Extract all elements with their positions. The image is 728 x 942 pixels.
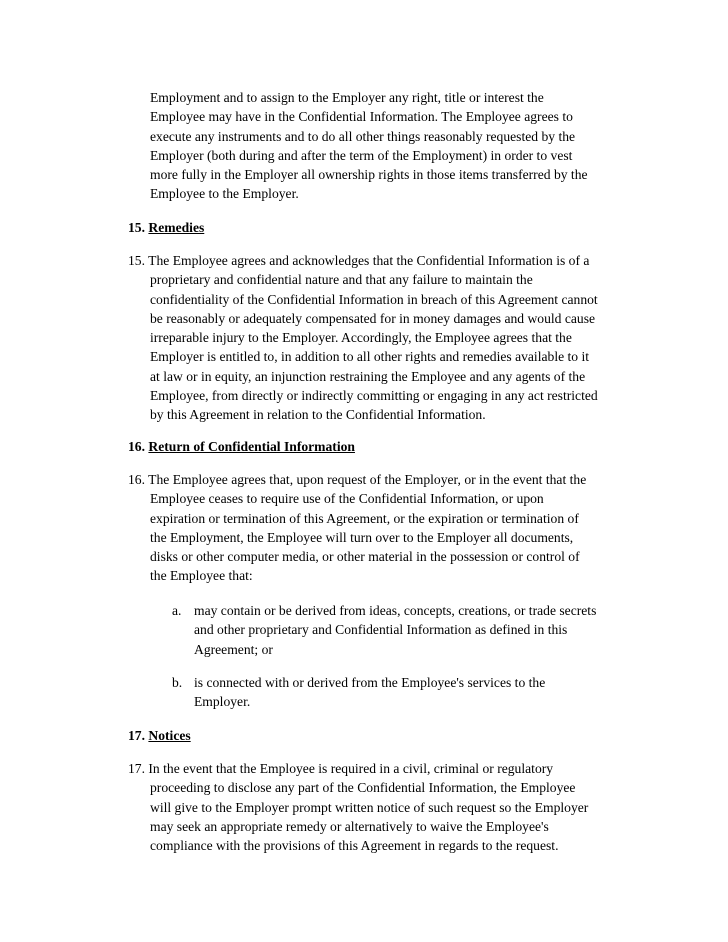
- list-item-line: Employer.: [194, 694, 251, 710]
- paragraph-line: Employer (both during and after the term of the Employment) in order to vest: [150, 147, 573, 163]
- section-16-paragraph: [128, 470, 628, 586]
- paragraph-line: the Employment, the Employee will turn over to the Employer all documents,: [150, 529, 574, 545]
- paragraph-line: expiration or termination of this Agreement, or the expiration or termination of: [150, 510, 579, 526]
- paragraph-line: Employment and to assign to the Employer any right, title or interest the: [150, 90, 544, 105]
- paragraph-line: 15. The Employee agrees and acknowledges that the Confidential Information is of a: [128, 253, 590, 268]
- list-item-text: [194, 601, 632, 659]
- paragraph-line: proprietary and confidential nature and that any failure to maintain the: [150, 272, 533, 288]
- paragraph-line: 16. The Employee agrees that, upon request of the Employer, or in the event that the: [128, 472, 587, 487]
- paragraph-line: by this Agreement in relation to the Confidential Information.: [150, 407, 486, 422]
- paragraph-line: disks or other computer media, or other material in the possession or control of: [150, 549, 580, 564]
- list-marker: a.: [172, 603, 182, 618]
- section-title: Notices: [148, 728, 191, 743]
- paragraph-line: 17. In the event that the Employee is required in a civil, criminal or regulatory: [128, 761, 554, 776]
- paragraph-line: irreparable injury to the Employer. Accordingly, the Employee agrees that the: [150, 330, 572, 345]
- list-item-a: [172, 601, 632, 659]
- list-item-line: is connected with or derived from the Employee's services to the: [194, 675, 546, 690]
- paragraph-number: 16.: [128, 472, 145, 487]
- list-marker: b.: [172, 675, 183, 690]
- section-17-heading: [128, 726, 191, 745]
- paragraph-line: more fully in the Employer all ownership rights in those items transferred by the: [150, 167, 588, 182]
- list-item-line: may contain or be derived from ideas, concepts, creations, or trade secrets: [194, 603, 597, 618]
- paragraph-line: Employee may have in the Confidential Information. The Employee agrees to: [150, 109, 573, 125]
- section-15-heading: [128, 218, 204, 237]
- list-item-line: Agreement; or: [194, 641, 273, 657]
- section-number: 15.: [128, 220, 145, 235]
- continuation-paragraph: [128, 88, 628, 204]
- paragraph-line: Employee to the Employer.: [150, 186, 299, 202]
- section-title: Remedies: [148, 220, 205, 235]
- paragraph-line: Employee, from directly or indirectly committing or engaging in any act restricted: [150, 387, 598, 403]
- paragraph-line: Employer is entitled to, in addition to all other rights and remedies available to it: [150, 349, 590, 365]
- section-title: Return of Confidential Information: [148, 439, 355, 454]
- paragraph-line: the Employee that:: [150, 568, 253, 584]
- list-item-text: [194, 673, 632, 712]
- section-number: 16.: [128, 439, 145, 454]
- paragraph-line: compliance with the provisions of this Agreement in regards to the request.: [150, 838, 559, 853]
- list-item-line: and other proprietary and Confidential Information as defined in this: [194, 622, 568, 638]
- paragraph-number: 17.: [128, 761, 145, 776]
- paragraph-number: 15.: [128, 253, 145, 268]
- section-15-paragraph: [128, 251, 628, 424]
- paragraph-line: will give to the Employer prompt written notice of such request so the Employer: [150, 799, 589, 815]
- paragraph-line: be reasonably or adequately compensated for in money damages and would cause: [150, 310, 596, 326]
- section-17-paragraph: [128, 759, 628, 855]
- paragraph-line: proceeding to disclose any part of the Confidential Information, the Employee: [150, 780, 576, 796]
- paragraph-line: execute any instruments and to do all other things reasonably requested by the: [150, 128, 576, 144]
- paragraph-line: at law or in equity, an injunction restraining the Employee and any agents of the: [150, 368, 586, 384]
- section-16-heading: [128, 437, 355, 456]
- paragraph-line: may seek an appropriate remedy or alternatively to waive the Employee's: [150, 818, 549, 834]
- paragraph-line: confidentiality of the Confidential Information in breach of this Agreement cannot: [150, 291, 598, 307]
- section-number: 17.: [128, 728, 145, 743]
- paragraph-line: Employee ceases to require use of the Confidential Information, or upon: [150, 491, 544, 507]
- list-item-b: [172, 673, 632, 712]
